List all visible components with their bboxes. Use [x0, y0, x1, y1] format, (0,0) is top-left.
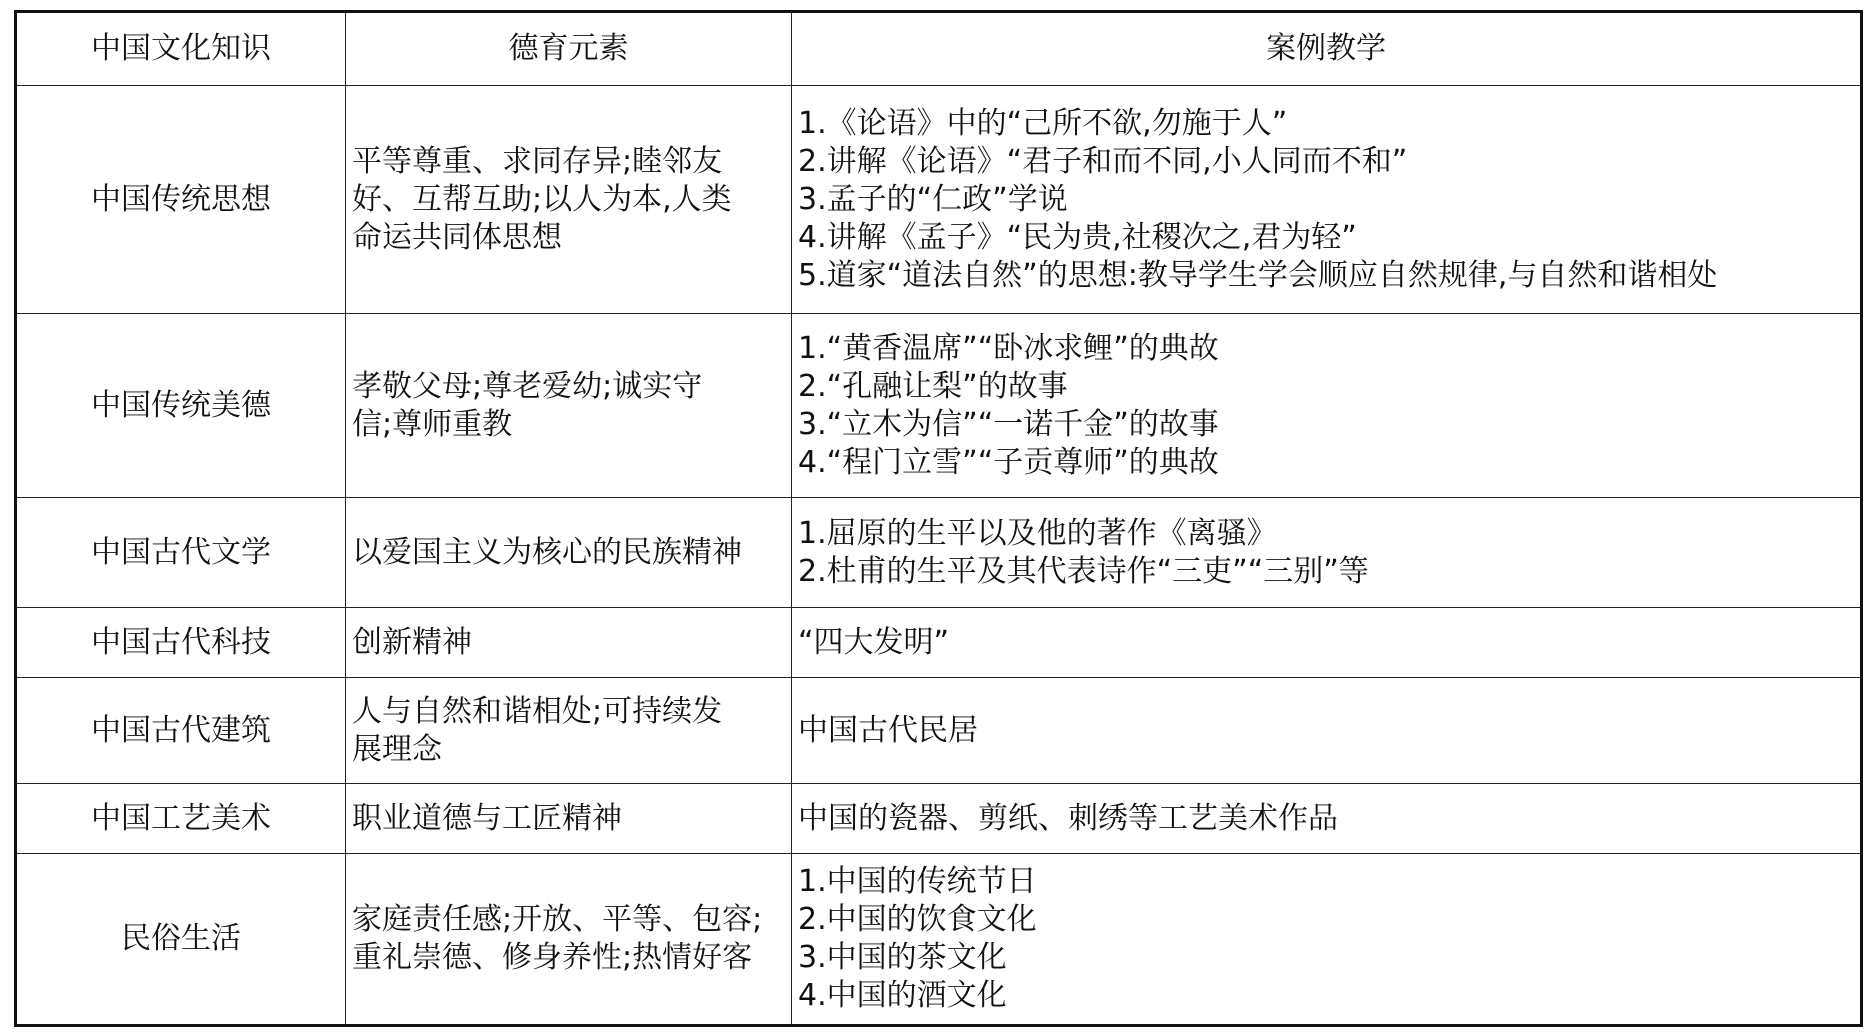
header-case-teaching: 案例教学	[792, 12, 1862, 86]
case-line: 2.中国的饮食文化	[798, 902, 1037, 937]
case-line: 4.中国的酒文化	[798, 978, 1007, 1013]
category-cell: 民俗生活	[16, 854, 346, 1026]
element-line: 孝敬父母;尊老爱幼;诚实守	[352, 368, 703, 404]
cases-cell	[792, 678, 1862, 784]
category-cell: 中国工艺美术	[16, 784, 346, 854]
table-row	[16, 608, 1862, 678]
cases-cell	[792, 498, 1862, 608]
category-cell: 中国古代文学	[16, 498, 346, 608]
case-line: 1.屈原的生平以及他的著作《离骚》	[798, 515, 1277, 551]
case-line: 4.讲解《孟子》“民为贵,社稷次之,君为轻”	[798, 219, 1357, 255]
elements-cell	[346, 678, 792, 784]
element-line: 人与自然和谐相处;可持续发	[352, 693, 723, 729]
element-line: 以爱国主义为核心的民族精神	[352, 534, 742, 570]
case-line: 2.讲解《论语》“君子和而不同,小人同而不和”	[798, 143, 1408, 179]
header-moral-elements: 德育元素	[346, 12, 792, 86]
cases-cell	[792, 86, 1862, 314]
element-line: 职业道德与工匠精神	[352, 800, 622, 836]
case-line: 2.“孔融让梨”的故事	[798, 368, 1068, 404]
elements-cell	[346, 784, 792, 854]
element-line: 创新精神	[352, 624, 472, 660]
table-row	[16, 314, 1862, 498]
elements-cell	[346, 314, 792, 498]
header-row	[16, 12, 1862, 86]
element-line: 信;尊师重教	[352, 406, 513, 442]
case-line: 中国的瓷器、剪纸、刺绣等工艺美术作品	[798, 800, 1338, 836]
table-row	[16, 86, 1862, 314]
category-cell: 中国古代建筑	[16, 678, 346, 784]
element-line: 命运共同体思想	[352, 219, 562, 255]
case-line: 3.“立木为信”“一诺千金”的故事	[798, 406, 1219, 442]
case-line: 1.《论语》中的“己所不欲,勿施于人”	[798, 105, 1288, 141]
case-line: 3.中国的茶文化	[798, 940, 1007, 975]
element-line: 平等尊重、求同存异;睦邻友	[352, 143, 723, 179]
case-line: 4.“程门立雪”“子贡尊师”的典故	[798, 444, 1219, 480]
case-line: 1.“黄香温席”“卧冰求鲤”的典故	[798, 330, 1219, 366]
element-line: 家庭责任感;开放、平等、包容;	[352, 902, 763, 937]
table-row	[16, 784, 1862, 854]
element-line: 重礼崇德、修身养性;热情好客	[352, 940, 753, 975]
case-line: 2.杜甫的生平及其代表诗作“三吏”“三别”等	[798, 553, 1369, 589]
elements-cell	[346, 854, 792, 1026]
case-line: “四大发明”	[798, 624, 950, 660]
elements-cell	[346, 498, 792, 608]
element-line: 好、互帮互助;以人为本,人类	[352, 181, 732, 217]
case-line: 1.中国的传统节日	[798, 864, 1037, 899]
case-line: 中国古代民居	[798, 712, 978, 748]
table-row	[16, 498, 1862, 608]
table-row	[16, 678, 1862, 784]
elements-cell	[346, 608, 792, 678]
element-line: 展理念	[352, 731, 442, 767]
elements-cell	[346, 86, 792, 314]
category-cell: 中国传统思想	[16, 86, 346, 314]
case-line: 5.道家“道法自然”的思想:教导学生学会顺应自然规律,与自然和谐相处	[798, 257, 1718, 293]
moral-education-table-container	[14, 10, 1860, 1027]
cases-cell	[792, 314, 1862, 498]
header-culture-knowledge: 中国文化知识	[16, 12, 346, 86]
cases-cell	[792, 854, 1862, 1026]
category-cell: 中国传统美德	[16, 314, 346, 498]
case-line: 3.孟子的“仁政”学说	[798, 181, 1068, 217]
table-row	[16, 854, 1862, 1026]
cases-cell	[792, 608, 1862, 678]
cases-cell	[792, 784, 1862, 854]
moral-education-table	[14, 10, 1863, 1027]
category-cell: 中国古代科技	[16, 608, 346, 678]
